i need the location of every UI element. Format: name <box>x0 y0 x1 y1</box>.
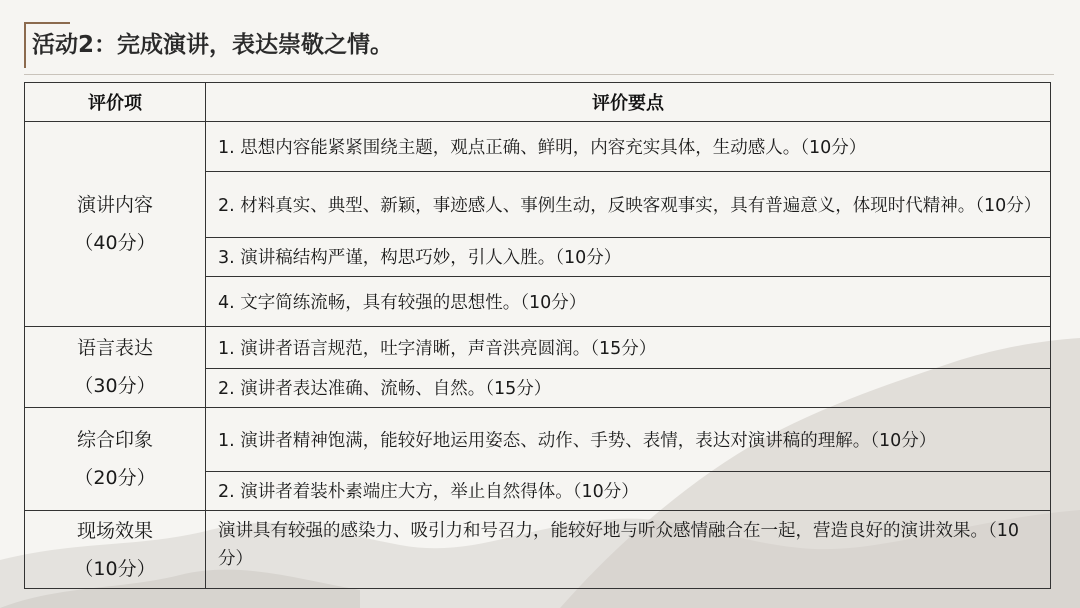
criterion-item: 4. 文字简练流畅，具有较强的思想性。（10分） <box>206 277 1051 327</box>
category-label: 语言表达 <box>76 337 153 359</box>
table-row <box>25 122 1051 172</box>
category-score: （30分） <box>74 375 156 397</box>
criterion-item: 演讲具有较强的感染力、吸引力和号召力，能较好地与听众感情融合在一起，营造良好的演讲效果。（10分） <box>206 511 1051 589</box>
title-bracket-vertical <box>24 22 26 68</box>
title-divider <box>24 74 1054 75</box>
category-impression <box>25 408 206 511</box>
criterion-item: 1. 演讲者精神饱满，能较好地运用姿态、动作、手势、表情，表达对演讲稿的理解。（10分） <box>206 408 1051 472</box>
header-category: 评价项 <box>25 83 206 122</box>
title-bracket-horizontal <box>24 22 70 24</box>
title-block <box>24 22 444 68</box>
category-score: （20分） <box>74 467 156 489</box>
category-label: 演讲内容 <box>76 194 153 216</box>
category-label: 综合印象 <box>76 429 153 451</box>
activity-title: 活动2：完成演讲，表达崇敬之情。 <box>32 32 394 58</box>
criterion-item: 2. 演讲者着装朴素端庄大方，举止自然得体。（10分） <box>206 472 1051 511</box>
criterion-item: 2. 演讲者表达准确、流畅、自然。（15分） <box>206 369 1051 408</box>
category-content <box>25 122 206 327</box>
category-language <box>25 327 206 408</box>
category-score: （10分） <box>74 557 156 580</box>
header-points: 评价要点 <box>206 83 1051 122</box>
category-label: 现场效果 <box>76 519 153 542</box>
criterion-item: 2. 材料真实、典型、新颖，事迹感人、事例生动，反映客观事实，具有普遍意义，体现时代精神。（10分） <box>206 172 1051 238</box>
criterion-item: 1. 思想内容能紧紧围绕主题，观点正确、鲜明，内容充实具体，生动感人。（10分） <box>206 122 1051 172</box>
category-score: （40分） <box>74 232 156 254</box>
table-header-row <box>25 83 1051 122</box>
criterion-item: 1. 演讲者语言规范，吐字清晰，声音洪亮圆润。（15分） <box>206 327 1051 369</box>
category-effect <box>25 511 206 589</box>
table-row <box>25 408 1051 472</box>
evaluation-table <box>24 82 1051 589</box>
criterion-item: 3. 演讲稿结构严谨，构思巧妙，引人入胜。（10分） <box>206 238 1051 277</box>
table-row <box>25 511 1051 589</box>
table-row <box>25 327 1051 369</box>
